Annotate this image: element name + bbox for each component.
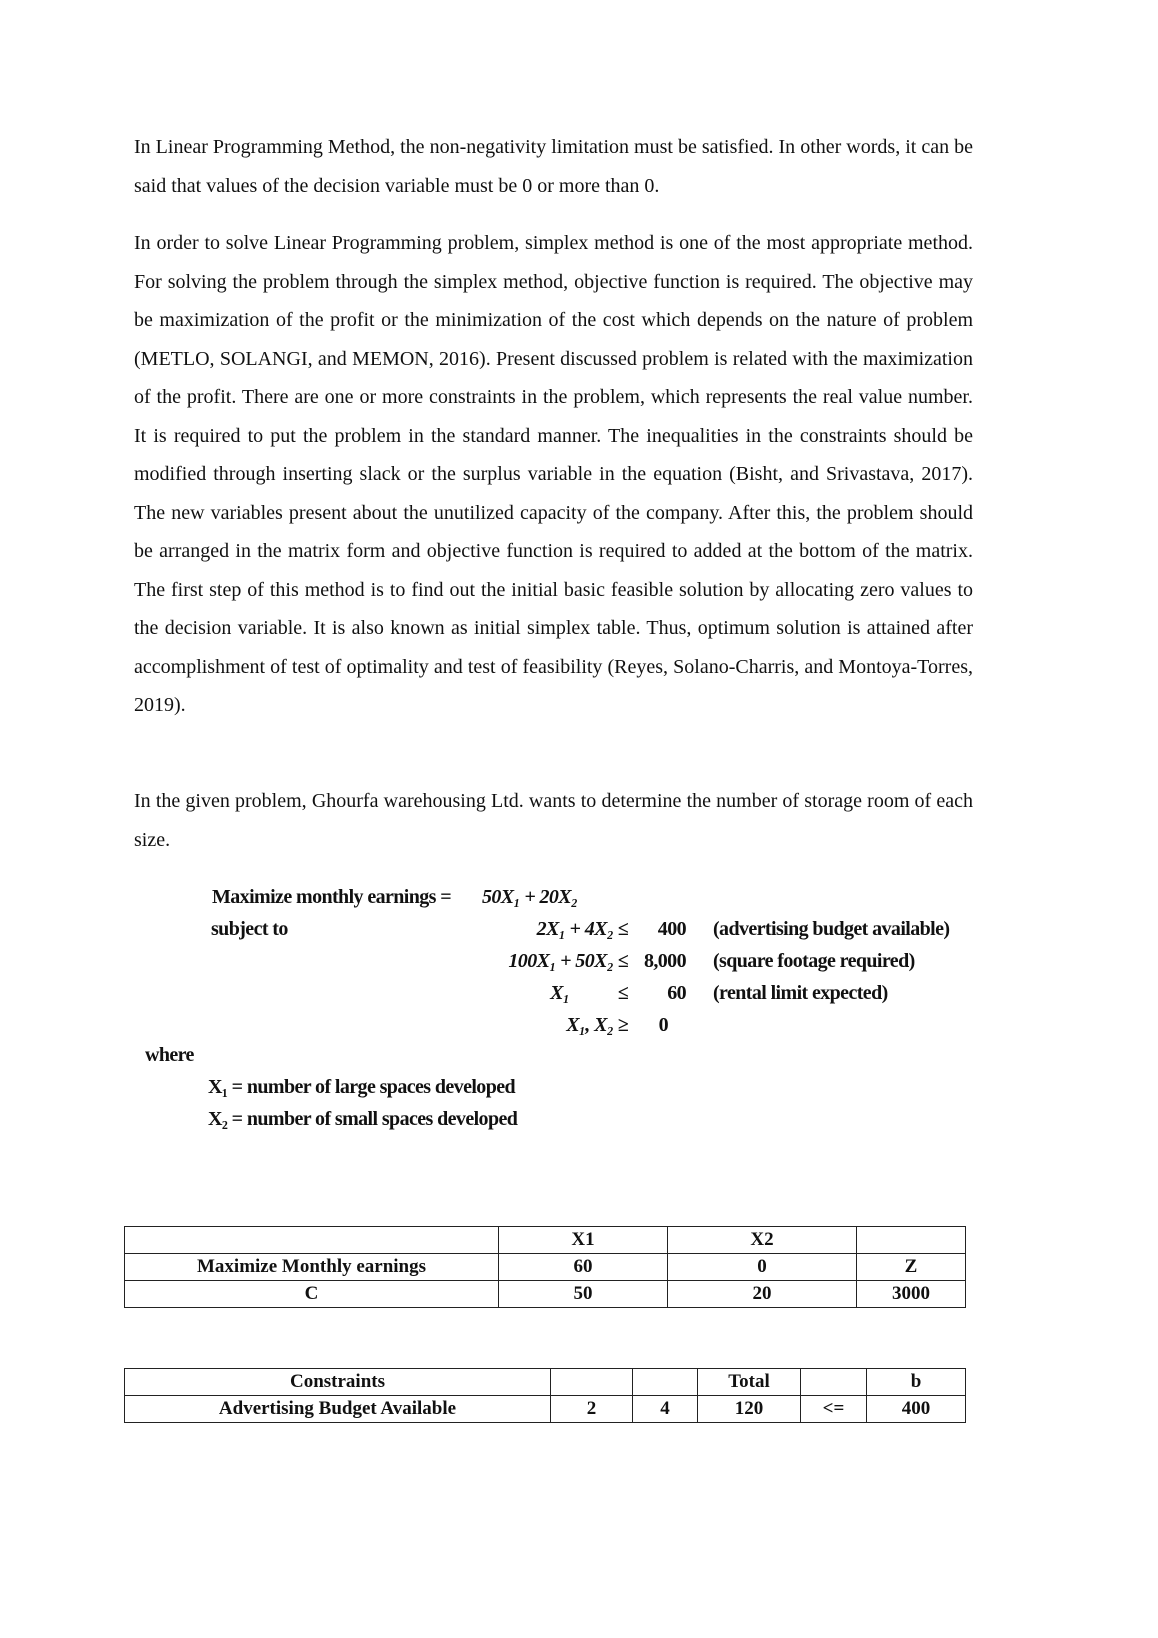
constraint-rhs: 60 — [667, 982, 686, 1004]
table-cell: b — [867, 1369, 966, 1396]
constraint-lhs: 2X₁ + 4X₂ ≤ — [536, 918, 628, 940]
table-cell: Advertising Budget Available — [125, 1396, 551, 1423]
constraint-lhs: 100X₁ + 50X₂ ≤ — [508, 950, 628, 972]
table-cell: 4 — [633, 1396, 698, 1423]
definition-x1: X₁ = number of large spaces developed — [208, 1076, 516, 1098]
nonnegativity-rhs: 0 — [658, 1014, 668, 1036]
paragraph-simplex-method: In order to solve Linear Programming problem, simplex method is one of the most appropriate method. For solving the problem through the simplex method, objective function is required. The objective may be maximization of the profit or the minimization of the cost which depends on the nature of problem (METLO, SOLANGI, and MEMON, 2016). Present discussed problem is related with the maximization of the profit. There are one or more constraints in the problem, which represents the real value number. It is required to put the problem in the standard manner. The inequalities in the constraints should be modified through inserting slack or the surplus variable in the equation (Bisht, and Srivastava, 2017). The new variables present about the unutilized capacity of the company. After this, the problem should be arranged in the matrix form and objective function is required to added at the bottom of the matrix. The first step of this method is to find out the initial basic feasible solution by allocating zero values to the decision variable. It is also known as initial simplex table. Thus, optimum solution is attained after accomplishment of test of optimality and test of feasibility (Reyes, Solano-Charris, and Montoya-Torres, 2019). — [134, 232, 973, 716]
constraint-note: (advertising budget available) — [713, 918, 950, 940]
table-cell: Constraints — [125, 1369, 551, 1396]
table-cell — [801, 1369, 867, 1396]
table-cell — [633, 1369, 698, 1396]
table-cell — [551, 1369, 633, 1396]
table-cell: 2 — [551, 1396, 633, 1423]
table-cell: 3000 — [857, 1281, 966, 1308]
constraint-note: (rental limit expected) — [713, 982, 888, 1004]
table-cell — [125, 1227, 499, 1254]
constraint-rhs: 8,000 — [643, 950, 686, 972]
paragraph-non-negativity: In Linear Programming Method, the non-negativity limitation must be satisfied. In other words, it can be said that values of the decision variable must be 0 or more than 0. — [134, 136, 973, 197]
definition-x2: X₂ = number of small spaces developed — [208, 1108, 518, 1130]
objective-label: Maximize monthly earnings = — [212, 886, 452, 908]
solution-table — [124, 1226, 966, 1308]
table-row — [125, 1396, 966, 1423]
subject-to-label: subject to — [211, 918, 288, 940]
table-cell: 50 — [499, 1281, 668, 1308]
table-cell: 60 — [499, 1254, 668, 1281]
nonnegativity-lhs: X₁, X₂ ≥ — [566, 1014, 628, 1036]
table-cell: Z — [857, 1254, 966, 1281]
table-row — [125, 1369, 966, 1396]
table-cell: <= — [801, 1396, 867, 1423]
table-cell: X2 — [668, 1227, 857, 1254]
table-cell: 120 — [698, 1396, 801, 1423]
paragraph-given-problem: In the given problem, Ghourfa warehousing Ltd. wants to determine the number of storage room of each size. — [134, 790, 973, 851]
table-row — [125, 1227, 966, 1254]
table-cell: 0 — [668, 1254, 857, 1281]
table-row — [125, 1254, 966, 1281]
table-row — [125, 1281, 966, 1308]
constraint-note: (square footage required) — [713, 950, 915, 972]
table-cell: X1 — [499, 1227, 668, 1254]
table-cell: 20 — [668, 1281, 857, 1308]
constraint-rhs: 400 — [657, 918, 686, 940]
table-cell: Total — [698, 1369, 801, 1396]
objective-function: 50X₁ + 20X₂ — [482, 886, 578, 908]
table-cell: C — [125, 1281, 499, 1308]
table-cell: 400 — [867, 1396, 966, 1423]
where-label: where — [145, 1044, 194, 1066]
table-cell: Maximize Monthly earnings — [125, 1254, 499, 1281]
constraint-lhs: X₁ ≤ — [550, 982, 628, 1004]
constraints-table — [124, 1368, 966, 1423]
table-cell — [857, 1227, 966, 1254]
